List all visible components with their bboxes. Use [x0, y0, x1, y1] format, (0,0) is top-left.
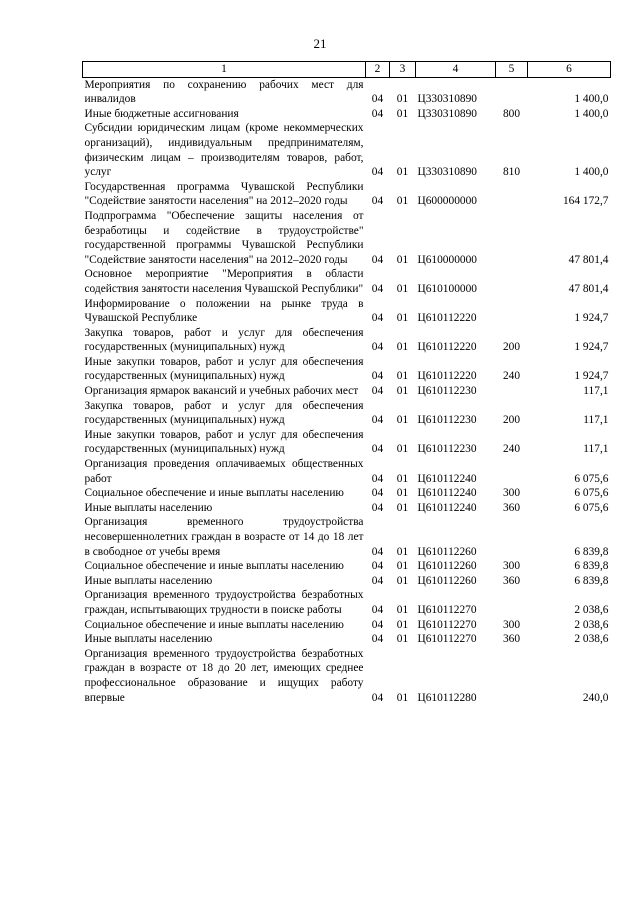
- row-amount: 1 924,7: [574, 370, 609, 383]
- table-row: [83, 399, 611, 428]
- row-name: Организация временного трудоустройства безработных граждан, испытывающих трудности в поиске работы: [84, 589, 364, 616]
- row-subsection-code: 01: [396, 603, 409, 616]
- row-section-code: 04: [371, 93, 384, 106]
- row-expense-type-code: [496, 267, 528, 296]
- row-target-article-code: Ц610112230: [417, 385, 477, 398]
- row-expense-type-code: [496, 647, 528, 705]
- row-subsection-code: 01: [396, 560, 409, 573]
- row-target-article-code: Ц610112260: [417, 545, 477, 558]
- row-name: Организация временного трудоустройства безработных граждан в возрасте от 18 до 20 лет, имеющих среднее профессиональное образование и ищущих работу впервые: [84, 647, 364, 704]
- header-col-section: 2: [366, 62, 390, 78]
- row-subsection-code: 01: [396, 472, 409, 485]
- row-expense-type-code: 800: [502, 107, 521, 120]
- row-section-code: 04: [371, 166, 384, 179]
- row-target-article-code: Ц610100000: [417, 282, 477, 295]
- row-amount: 6 075,6: [574, 487, 609, 500]
- table-row: [83, 618, 611, 633]
- row-name: Иные выплаты населению: [84, 501, 213, 514]
- row-target-article-code: Ц610112270: [417, 618, 477, 631]
- row-section-code: 04: [371, 633, 384, 646]
- table-row: [83, 559, 611, 574]
- row-section-code: 04: [371, 545, 384, 558]
- row-name: Социальное обеспечение и иные выплаты населению: [84, 560, 344, 573]
- row-expense-type-code: 200: [502, 341, 521, 354]
- row-subsection-code: 01: [396, 385, 409, 398]
- row-expense-type-code: [496, 180, 528, 209]
- table-row: [83, 515, 611, 559]
- row-subsection-code: 01: [396, 414, 409, 427]
- row-name: Организация проведения оплачиваемых общественных работ: [84, 458, 364, 485]
- row-target-article-code: Ц610112220: [417, 312, 477, 325]
- row-name: Иные бюджетные ассигнования: [84, 107, 239, 120]
- row-amount: 1 924,7: [574, 312, 609, 325]
- row-amount: 1 400,0: [574, 93, 609, 106]
- row-subsection-code: 01: [396, 312, 409, 325]
- table-row: [83, 107, 611, 122]
- row-amount: 47 801,4: [568, 253, 609, 266]
- header-col-target-article: 4: [416, 62, 496, 78]
- row-amount: 2 038,6: [574, 633, 609, 646]
- row-name: Информирование о положении на рынке труда в Чувашской Республике: [84, 297, 364, 325]
- row-section-code: 04: [371, 501, 384, 514]
- row-amount: 2 038,6: [574, 603, 609, 616]
- row-amount: 1 400,0: [574, 107, 609, 120]
- row-subsection-code: 01: [396, 501, 409, 514]
- row-target-article-code: Ц610112230: [417, 443, 477, 456]
- table-row: [83, 588, 611, 617]
- row-amount: 6 075,6: [574, 501, 609, 514]
- table-row: [83, 384, 611, 399]
- row-amount: 1 400,0: [574, 166, 609, 179]
- table-row: [83, 632, 611, 647]
- row-section-code: 04: [371, 370, 384, 383]
- row-subsection-code: 01: [396, 370, 409, 383]
- row-name: Социальное обеспечение и иные выплаты населению: [84, 618, 344, 631]
- row-amount: 240,0: [582, 691, 609, 704]
- row-expense-type-code: 360: [502, 501, 521, 514]
- row-subsection-code: 01: [396, 574, 409, 587]
- row-name: Закупка товаров, работ и услуг для обеспечения государственных (муниципальных) нужд: [84, 326, 364, 354]
- row-section-code: 04: [371, 487, 384, 500]
- row-target-article-code: Ц610112220: [417, 341, 477, 354]
- row-section-code: 04: [371, 414, 384, 427]
- row-target-article-code: Ц600000000: [417, 195, 477, 208]
- row-name: Организация ярмарок вакансий и учебных рабочих мест: [84, 385, 359, 398]
- row-expense-type-code: 300: [502, 618, 521, 631]
- table-row: [83, 355, 611, 384]
- row-name: Основное мероприятие "Мероприятия в области содействия занятости населения Чувашской Республики": [84, 268, 364, 295]
- row-section-code: 04: [371, 472, 384, 485]
- row-subsection-code: 01: [396, 633, 409, 646]
- header-col-amount: 6: [528, 62, 611, 78]
- row-expense-type-code: 810: [502, 166, 521, 179]
- row-amount: 6 839,8: [574, 574, 609, 587]
- table-row: [83, 428, 611, 457]
- table-header-row: [83, 62, 611, 78]
- row-expense-type-code: 200: [502, 414, 521, 427]
- header-col-expense-type: 5: [496, 62, 528, 78]
- row-target-article-code: Ц610000000: [417, 253, 477, 266]
- row-target-article-code: Ц330310890: [417, 93, 477, 106]
- row-subsection-code: 01: [396, 195, 409, 208]
- table-row: [83, 574, 611, 589]
- budget-table: [82, 61, 611, 705]
- row-target-article-code: Ц610112260: [417, 560, 477, 573]
- row-subsection-code: 01: [396, 107, 409, 120]
- row-expense-type-code: 360: [502, 574, 521, 587]
- row-target-article-code: Ц330310890: [417, 166, 477, 179]
- row-name: Субсидии юридическим лицам (кроме некоммерческих организаций), индивидуальным предпринимателям, физическим лицам – производителям товаров, работ, услуг: [84, 122, 364, 179]
- row-amount: 1 924,7: [574, 341, 609, 354]
- row-subsection-code: 01: [396, 282, 409, 295]
- row-amount: 2 038,6: [574, 618, 609, 631]
- row-subsection-code: 01: [396, 443, 409, 456]
- row-target-article-code: Ц610112230: [417, 414, 477, 427]
- row-subsection-code: 01: [396, 93, 409, 106]
- row-section-code: 04: [371, 618, 384, 631]
- row-expense-type-code: 240: [502, 370, 521, 383]
- row-section-code: 04: [371, 341, 384, 354]
- row-subsection-code: 01: [396, 691, 409, 704]
- row-name: Закупка товаров, работ и услуг для обеспечения государственных (муниципальных) нужд: [84, 399, 364, 427]
- header-col-subsection: 3: [390, 62, 416, 78]
- row-expense-type-code: [496, 209, 528, 267]
- row-expense-type-code: 300: [502, 487, 521, 500]
- row-name: Иные выплаты населению: [84, 633, 213, 646]
- row-target-article-code: Ц610112240: [417, 487, 477, 500]
- table-row: [83, 326, 611, 355]
- row-subsection-code: 01: [396, 166, 409, 179]
- row-name: Иные закупки товаров, работ и услуг для обеспечения государственных (муниципальных) нужд: [84, 428, 364, 456]
- row-subsection-code: 01: [396, 487, 409, 500]
- row-section-code: 04: [371, 574, 384, 587]
- row-subsection-code: 01: [396, 253, 409, 266]
- row-name: Мероприятия по сохранению рабочих мест для инвалидов: [84, 78, 364, 106]
- row-section-code: 04: [371, 385, 384, 398]
- table-row: [83, 121, 611, 179]
- table-row: [83, 297, 611, 326]
- row-expense-type-code: [496, 515, 528, 559]
- row-expense-type-code: 360: [502, 633, 521, 646]
- row-section-code: 04: [371, 603, 384, 616]
- row-name: Организация временного трудоустройства несовершеннолетних граждан в возрасте от 14 до 18 лет в свободное от учебы время: [84, 516, 364, 558]
- table-row: [83, 501, 611, 516]
- page-number: 21: [313, 36, 327, 51]
- table-row: [83, 457, 611, 486]
- row-name: Подпрограмма "Обеспечение защиты населения от безработицы и содействие в трудоустройстве" государственной программы Чувашской Республики "Содействие занятости населения" на 2012–2020 годы: [84, 209, 364, 266]
- row-target-article-code: Ц610112220: [417, 370, 477, 383]
- table-row: [83, 77, 611, 107]
- row-target-article-code: Ц610112270: [417, 633, 477, 646]
- header-col-name: 1: [83, 62, 366, 78]
- row-expense-type-code: [496, 297, 528, 326]
- table-row: [83, 180, 611, 209]
- row-subsection-code: 01: [396, 341, 409, 354]
- row-amount: 164 172,7: [562, 195, 609, 208]
- row-section-code: 04: [371, 312, 384, 325]
- row-amount: 47 801,4: [568, 282, 609, 295]
- row-section-code: 04: [371, 282, 384, 295]
- row-name: Государственная программа Чувашской Республики "Содействие занятости населения" на 2012–2020 годы: [84, 180, 364, 208]
- row-amount: 117,1: [583, 443, 609, 456]
- row-expense-type-code: [496, 588, 528, 617]
- row-target-article-code: Ц610112280: [417, 691, 477, 704]
- row-name: Иные выплаты населению: [84, 574, 213, 587]
- table-row: [83, 209, 611, 267]
- row-section-code: 04: [371, 107, 384, 120]
- row-name: Иные закупки товаров, работ и услуг для обеспечения государственных (муниципальных) нужд: [84, 355, 364, 383]
- row-expense-type-code: [496, 457, 528, 486]
- row-target-article-code: Ц610112240: [417, 501, 477, 514]
- row-subsection-code: 01: [396, 618, 409, 631]
- row-section-code: 04: [371, 560, 384, 573]
- row-amount: 117,1: [583, 385, 609, 398]
- row-name: Социальное обеспечение и иные выплаты населению: [84, 487, 344, 500]
- row-expense-type-code: [496, 77, 528, 107]
- row-amount: 6 839,8: [574, 560, 609, 573]
- row-target-article-code: Ц610112260: [417, 574, 477, 587]
- row-amount: 6 839,8: [574, 545, 609, 558]
- table-row: [83, 647, 611, 705]
- row-expense-type-code: 240: [502, 443, 521, 456]
- row-section-code: 04: [371, 691, 384, 704]
- row-section-code: 04: [371, 443, 384, 456]
- row-expense-type-code: [496, 384, 528, 399]
- row-target-article-code: Ц610112270: [417, 603, 477, 616]
- row-target-article-code: Ц610112240: [417, 472, 477, 485]
- row-section-code: 04: [371, 253, 384, 266]
- table-row: [83, 486, 611, 501]
- row-amount: 117,1: [583, 414, 609, 427]
- row-section-code: 04: [371, 195, 384, 208]
- row-subsection-code: 01: [396, 545, 409, 558]
- table-row: [83, 267, 611, 296]
- row-target-article-code: Ц330310890: [417, 107, 477, 120]
- row-amount: 6 075,6: [574, 472, 609, 485]
- row-expense-type-code: 300: [502, 560, 521, 573]
